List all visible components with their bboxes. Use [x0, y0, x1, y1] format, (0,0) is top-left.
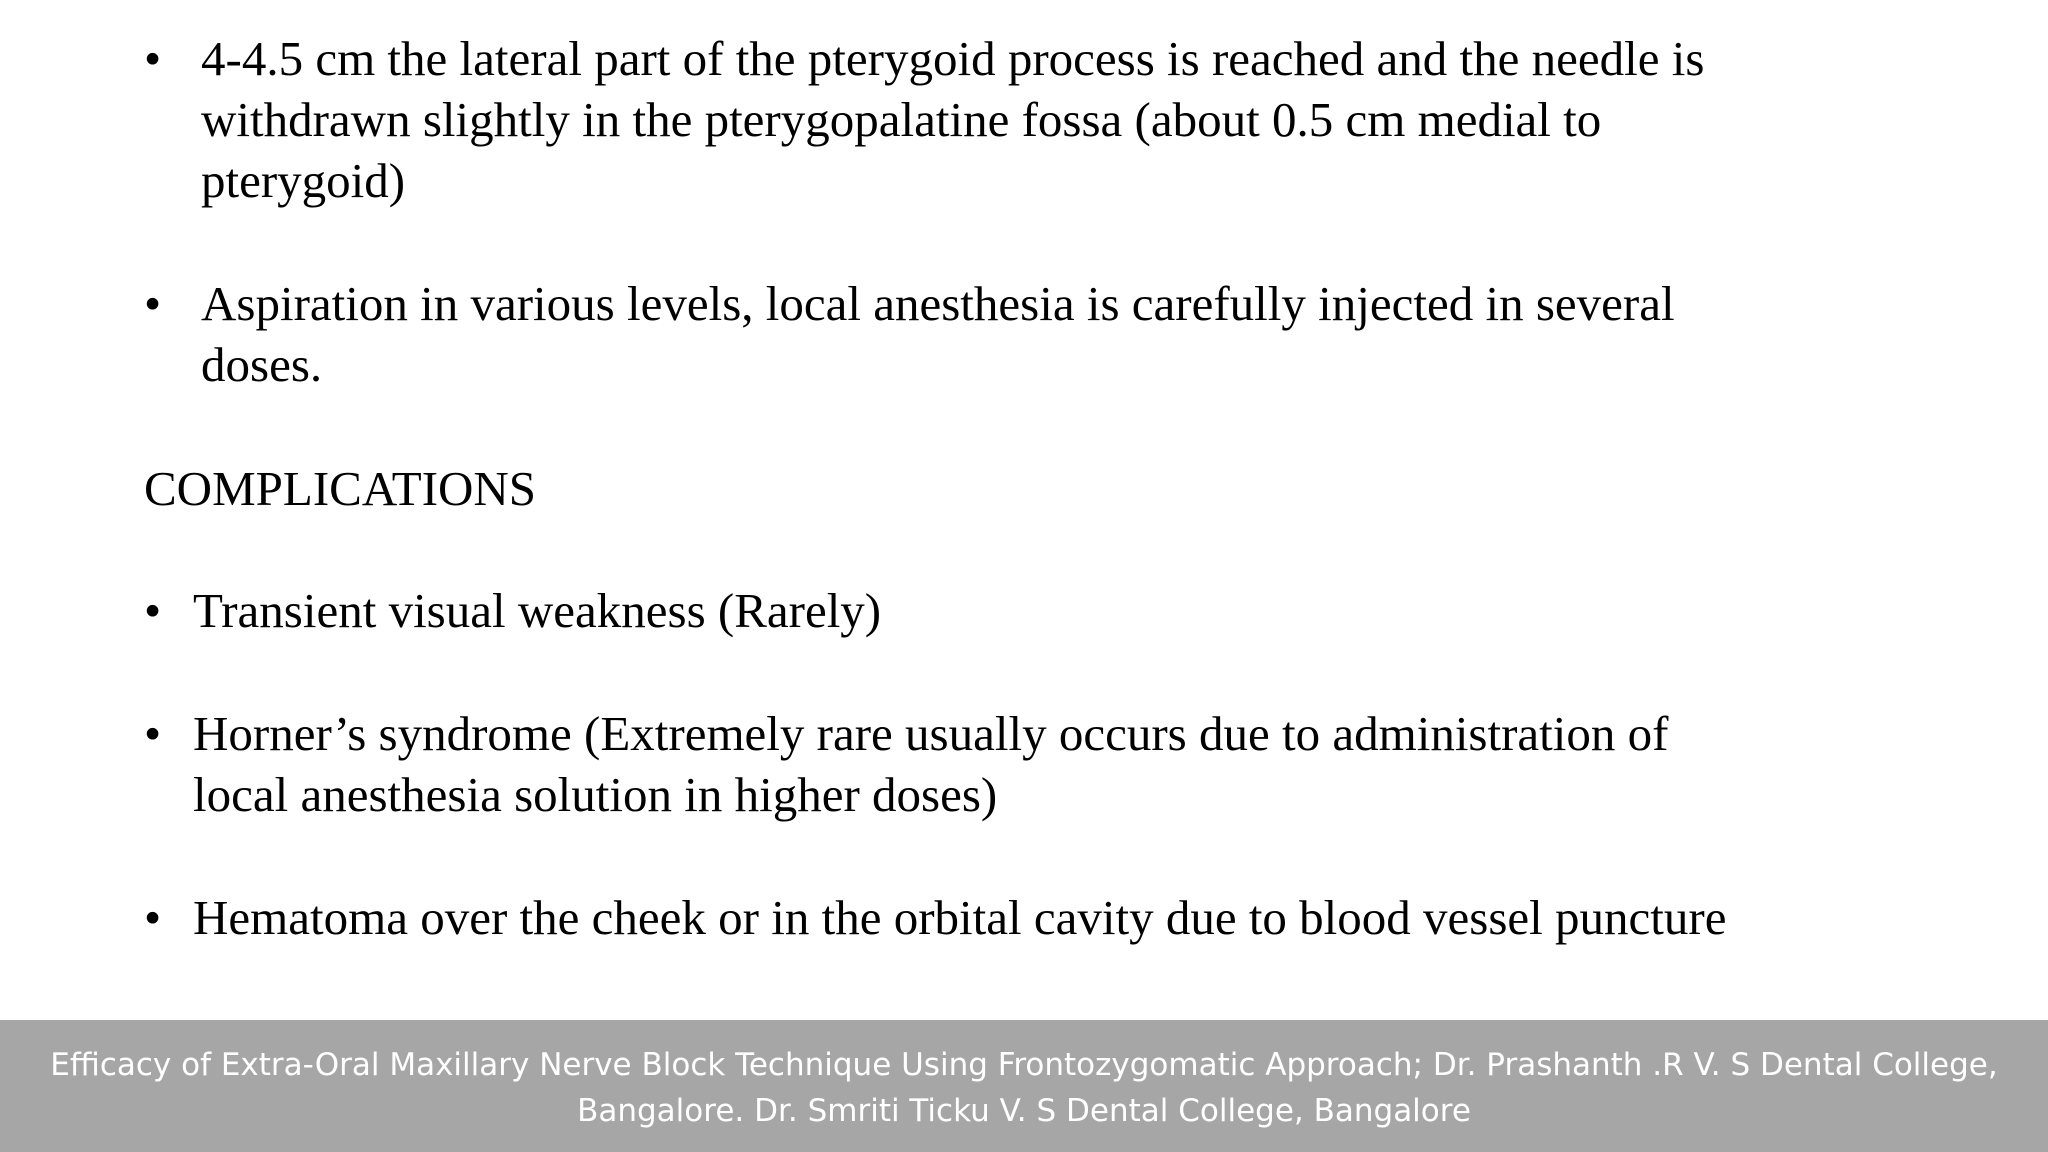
bullet-text — [193, 887, 1844, 948]
bullet-item-horners-syndrome — [144, 703, 1844, 825]
footer-citation-bar — [0, 1020, 2048, 1152]
bullet-item-needle-position — [144, 28, 1844, 211]
bullet-line: Hematoma over the cheek or in the orbital cavity due to blood vessel puncture — [193, 890, 1727, 945]
bullet-text — [193, 580, 1843, 641]
bullet-line: withdrawn slightly in the pterygopalatine fossa (about 0.5 cm medial to — [201, 92, 1602, 147]
bullet-icon: • — [144, 276, 162, 331]
bullet-text — [193, 703, 1793, 825]
bullet-item-hematoma — [144, 887, 1844, 948]
footer-line: Bangalore. Dr. Smriti Ticku V. S Dental College, Bangalore — [577, 1093, 1471, 1129]
bullet-icon: • — [144, 706, 162, 761]
footer-citation-text — [0, 1042, 2048, 1134]
bullet-line: Aspiration in various levels, local anesthesia is carefully injected in several — [201, 276, 1675, 331]
bullet-line: Transient visual weakness (Rarely) — [193, 583, 882, 638]
bullet-line: doses. — [201, 337, 323, 392]
bullet-icon: • — [144, 31, 162, 86]
bullet-icon: • — [144, 890, 162, 945]
complications-heading: COMPLICATIONS — [144, 461, 537, 516]
bullet-text — [201, 273, 1801, 395]
bullet-item-visual-weakness — [144, 580, 1844, 641]
bullet-line: Horner’s syndrome (Extremely rare usually occurs due to administration of — [193, 706, 1669, 761]
bullet-line: 4-4.5 cm the lateral part of the pterygoid process is reached and the needle is — [201, 31, 1705, 86]
bullet-line: local anesthesia solution in higher doses) — [193, 767, 998, 822]
bullet-text — [201, 28, 1801, 211]
bullet-icon: • — [144, 583, 162, 638]
bullet-line: pterygoid) — [201, 153, 406, 208]
footer-line: Efficacy of Extra-Oral Maxillary Nerve Block Technique Using Frontozygomatic Approach; Dr. Prashanth .R V. S Dental College, — [50, 1047, 1998, 1083]
bullet-item-aspiration — [144, 273, 1844, 395]
